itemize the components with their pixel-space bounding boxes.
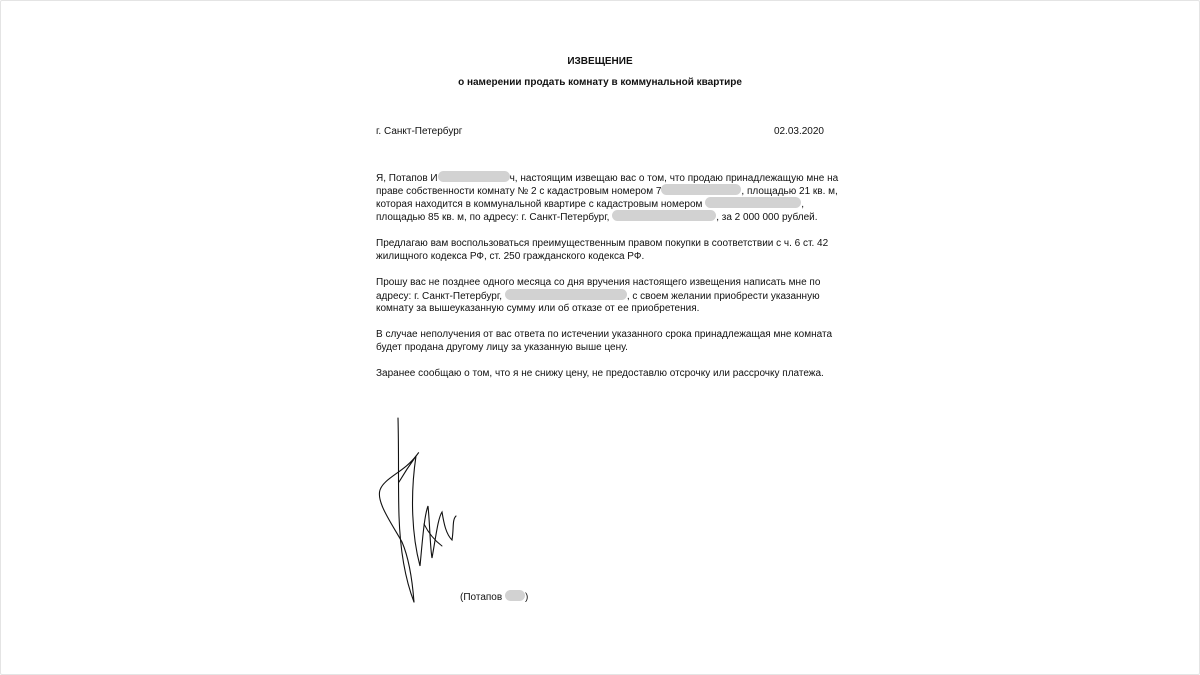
paragraph-line — [376, 171, 839, 184]
paragraph-line — [376, 289, 824, 302]
text-fragment: праве собственности комнату № 2 с кадастровым номером 7 — [376, 186, 662, 197]
signature-name-close: ) — [524, 592, 529, 603]
date: 02.03.2020 — [773, 126, 824, 137]
paragraph-1 — [376, 171, 839, 223]
handwritten-signature — [372, 416, 472, 606]
paragraph-line: будет продана другому лицу за указанную выше цену. — [376, 342, 628, 353]
paragraph-3 — [376, 276, 824, 315]
paragraph-line — [376, 197, 824, 210]
document-title: ИЗВЕЩЕНИЕ — [567, 56, 633, 67]
paragraph-2 — [376, 237, 829, 263]
redaction-blur — [438, 171, 510, 182]
paragraph-5 — [376, 367, 824, 380]
text-fragment: , за 2 000 000 рублей. — [716, 212, 818, 223]
redaction-blur — [705, 197, 801, 208]
paragraph-line: В случае неполучения от вас ответа по истечении указанного срока принадлежащая мне комната — [376, 329, 833, 340]
paragraph-line: комнату за вышеуказанную сумму или об отказе от ее приобретения. — [376, 303, 700, 314]
text-fragment: , — [801, 199, 804, 210]
signature-name — [460, 590, 528, 604]
redaction-blur — [505, 590, 525, 601]
text-fragment: , площадью 21 кв. м, — [741, 186, 838, 197]
text-fragment: ч, настоящим извещаю вас о том, что продаю принадлежащую мне на — [509, 173, 839, 184]
redaction-blur — [661, 184, 741, 195]
text-fragment: , с своем желании приобрести указанную — [626, 291, 820, 302]
paragraph-4 — [376, 328, 833, 354]
redaction-blur — [612, 210, 716, 221]
paragraph-line: Заранее сообщаю о том, что я не снижу цену, не предоставлю отсрочку или рассрочку платежа. — [376, 368, 824, 379]
place-date-row — [376, 125, 824, 138]
paragraph-line — [376, 184, 838, 197]
paragraph-line — [376, 210, 824, 223]
text-fragment: которая находится в коммунальной квартире с кадастровым номером — [376, 199, 703, 210]
text-fragment: адресу: г. Санкт-Петербург, — [376, 291, 503, 302]
redaction-blur — [505, 289, 627, 300]
document-subtitle: о намерении продать комнату в коммунальной квартире — [458, 77, 742, 88]
paragraph-line: Предлагаю вам воспользоваться преимущественным правом покупки в соответствии с ч. 6 ст. 42 — [376, 238, 829, 249]
paragraph-line: жилищного кодекса РФ, ст. 250 гражданского кодекса РФ. — [376, 251, 645, 262]
paragraph-line: Прошу вас не позднее одного месяца со дня вручения настоящего извещения написать мне по — [376, 277, 821, 288]
text-fragment: Я, Потапов И — [376, 173, 438, 184]
signature-name-text: (Потапов — [460, 592, 503, 603]
city: г. Санкт-Петербург — [376, 126, 463, 137]
text-fragment: площадью 85 кв. м, по адресу: г. Санкт-Петербург, — [376, 212, 610, 223]
